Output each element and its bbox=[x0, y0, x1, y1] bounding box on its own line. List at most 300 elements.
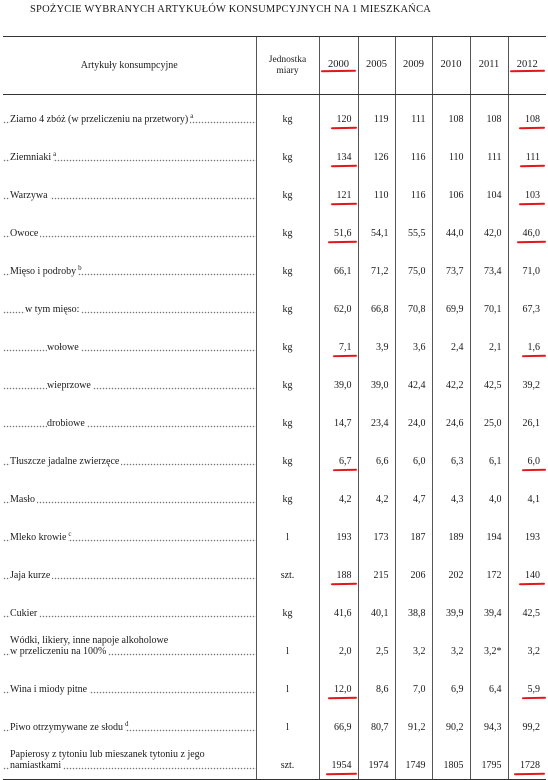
value-text: 1795 bbox=[481, 760, 502, 771]
row-value-2010 bbox=[432, 247, 470, 285]
value-text: 193 bbox=[525, 532, 540, 543]
row-value-2011 bbox=[470, 399, 508, 437]
row-value-2010 bbox=[432, 399, 470, 437]
value-text: 4,3 bbox=[451, 494, 464, 505]
row-value-2000 bbox=[319, 399, 358, 437]
year-label: 2000 bbox=[325, 59, 352, 72]
table-row bbox=[3, 741, 546, 780]
row-value-2000 bbox=[319, 627, 358, 665]
value-text: 104 bbox=[486, 190, 502, 201]
row-value-2009 bbox=[395, 703, 432, 741]
table-row bbox=[3, 551, 546, 589]
row-value-2012 bbox=[508, 513, 546, 551]
consumption-table bbox=[3, 36, 546, 780]
value-text: 73,4 bbox=[484, 266, 502, 277]
table-row bbox=[3, 665, 546, 703]
row-value-2011 bbox=[470, 665, 508, 703]
row-unit: kg bbox=[256, 437, 319, 475]
row-label-text: Mleko krowie bbox=[10, 532, 67, 543]
value-text: 3,9 bbox=[376, 342, 389, 353]
value-text: 71,2 bbox=[371, 266, 389, 277]
year-label: 2010 bbox=[440, 59, 462, 70]
row-value-2005 bbox=[358, 285, 395, 323]
row-value-2005 bbox=[358, 133, 395, 171]
column-header-unit bbox=[256, 37, 319, 95]
value-text: 42,4 bbox=[408, 380, 426, 391]
table-row bbox=[3, 323, 546, 361]
row-value-2009 bbox=[395, 399, 432, 437]
row-label bbox=[3, 703, 256, 741]
row-value-2010 bbox=[432, 703, 470, 741]
value-text: 111 bbox=[525, 152, 540, 163]
row-label-text: wołowe bbox=[47, 342, 79, 353]
value-text: 4,2 bbox=[339, 494, 352, 505]
row-label-text: Wina i miody pitne bbox=[10, 684, 88, 695]
row-value-2009 bbox=[395, 95, 432, 134]
table-row bbox=[3, 627, 546, 665]
column-header-year-2009 bbox=[395, 37, 432, 95]
row-label-text: Jaja kurze bbox=[10, 570, 51, 581]
row-value-2011 bbox=[470, 95, 508, 134]
row-unit: l bbox=[256, 513, 319, 551]
row-value-2000 bbox=[319, 551, 358, 589]
value-text: 6,1 bbox=[489, 456, 502, 467]
row-value-2011 bbox=[470, 133, 508, 171]
value-text: 39,0 bbox=[334, 380, 352, 391]
row-value-2011 bbox=[470, 475, 508, 513]
table-row bbox=[3, 437, 546, 475]
value-text: 6,4 bbox=[489, 684, 502, 695]
footnote-marker: d bbox=[125, 719, 129, 728]
row-value-2012 bbox=[508, 95, 546, 134]
value-text: 3,6 bbox=[413, 342, 426, 353]
value-text: 188 bbox=[336, 570, 352, 581]
footnote-marker: c bbox=[68, 529, 72, 538]
value-text: 94,3 bbox=[484, 722, 502, 733]
value-text: 51,6 bbox=[334, 228, 352, 239]
value-text: 24,0 bbox=[408, 418, 426, 429]
value-text: 62,0 bbox=[334, 304, 352, 315]
column-header-article: Artykuły konsumpcyjne bbox=[3, 37, 256, 95]
value-text: 1805 bbox=[443, 760, 464, 771]
value-text: 4,1 bbox=[527, 494, 540, 505]
value-text: 70,8 bbox=[408, 304, 426, 315]
row-value-2005 bbox=[358, 247, 395, 285]
row-value-2000 bbox=[319, 361, 358, 399]
row-value-2009 bbox=[395, 209, 432, 247]
row-label-line1: Papierosy z tytoniu lub mieszanek tytoniu z jego bbox=[10, 749, 205, 760]
table-row bbox=[3, 703, 546, 741]
row-label-text: Ziarno 4 zbóż (w przeliczeniu na przetwory) bbox=[10, 114, 189, 125]
row-value-2009 bbox=[395, 171, 432, 209]
row-label bbox=[3, 171, 256, 209]
value-text: 106 bbox=[448, 190, 464, 201]
footnote-marker: a bbox=[190, 111, 194, 120]
value-text: 116 bbox=[410, 152, 426, 163]
row-label-text: Masło bbox=[10, 494, 35, 505]
row-label bbox=[3, 513, 256, 551]
value-text: 119 bbox=[373, 114, 389, 125]
row-value-2009 bbox=[395, 475, 432, 513]
row-value-2009 bbox=[395, 285, 432, 323]
row-value-2012 bbox=[508, 285, 546, 323]
row-label-text: Cukier bbox=[10, 608, 38, 619]
value-text: 26,1 bbox=[522, 418, 540, 429]
value-text: 38,8 bbox=[408, 608, 426, 619]
row-unit: kg bbox=[256, 399, 319, 437]
row-value-2012 bbox=[508, 247, 546, 285]
row-value-2000 bbox=[319, 589, 358, 627]
footnote-marker: a bbox=[53, 149, 57, 158]
value-text: 39,2 bbox=[522, 380, 540, 391]
row-value-2010 bbox=[432, 285, 470, 323]
value-text: 90,2 bbox=[446, 722, 464, 733]
table-row bbox=[3, 247, 546, 285]
unit-header-line1: Jednostka bbox=[268, 54, 307, 65]
value-text: 42,0 bbox=[484, 228, 502, 239]
value-text: 120 bbox=[336, 114, 352, 125]
row-value-2009 bbox=[395, 665, 432, 703]
row-value-2000 bbox=[319, 133, 358, 171]
value-text: 1,6 bbox=[527, 342, 540, 353]
row-value-2011 bbox=[470, 361, 508, 399]
value-text: 1974 bbox=[368, 760, 389, 771]
row-label bbox=[3, 247, 256, 285]
row-label bbox=[3, 133, 256, 171]
value-text: 3,2 bbox=[451, 646, 464, 657]
row-value-2010 bbox=[432, 437, 470, 475]
value-text: 2,0 bbox=[339, 646, 352, 657]
value-text: 46,0 bbox=[522, 228, 540, 239]
table-row bbox=[3, 513, 546, 551]
value-text: 134 bbox=[336, 152, 352, 163]
row-value-2009 bbox=[395, 133, 432, 171]
value-text: 14,7 bbox=[334, 418, 352, 429]
row-label bbox=[3, 589, 256, 627]
row-value-2011 bbox=[470, 741, 508, 780]
row-value-2000 bbox=[319, 171, 358, 209]
row-label bbox=[3, 285, 256, 323]
row-value-2005 bbox=[358, 361, 395, 399]
row-label-line2: w przeliczeniu na 100% bbox=[10, 646, 107, 657]
value-text: 2,5 bbox=[376, 646, 389, 657]
row-label bbox=[3, 323, 256, 361]
row-label bbox=[3, 437, 256, 475]
table-row bbox=[3, 399, 546, 437]
row-value-2010 bbox=[432, 323, 470, 361]
value-text: 173 bbox=[373, 532, 389, 543]
row-value-2009 bbox=[395, 323, 432, 361]
value-text: 5,9 bbox=[527, 684, 540, 695]
value-text: 66,1 bbox=[334, 266, 352, 277]
value-text: 2,1 bbox=[489, 342, 502, 353]
row-value-2000 bbox=[319, 703, 358, 741]
value-text: 44,0 bbox=[446, 228, 464, 239]
value-text: 206 bbox=[410, 570, 426, 581]
row-value-2000 bbox=[319, 95, 358, 134]
value-text: 215 bbox=[373, 570, 389, 581]
column-header-year-2012 bbox=[508, 37, 546, 95]
row-value-2005 bbox=[358, 171, 395, 209]
row-value-2012 bbox=[508, 475, 546, 513]
row-value-2012 bbox=[508, 665, 546, 703]
row-value-2012 bbox=[508, 551, 546, 589]
value-text: 4,2 bbox=[376, 494, 389, 505]
row-value-2000 bbox=[319, 209, 358, 247]
value-text: 12,0 bbox=[334, 684, 352, 695]
row-value-2011 bbox=[470, 171, 508, 209]
value-text: 187 bbox=[410, 532, 426, 543]
value-text: 6,9 bbox=[451, 684, 464, 695]
row-value-2010 bbox=[432, 133, 470, 171]
value-text: 108 bbox=[448, 114, 464, 125]
row-value-2005 bbox=[358, 589, 395, 627]
value-text: 172 bbox=[486, 570, 502, 581]
row-value-2010 bbox=[432, 627, 470, 665]
row-unit: kg bbox=[256, 209, 319, 247]
row-value-2010 bbox=[432, 665, 470, 703]
value-text: 42,2 bbox=[446, 380, 464, 391]
row-label bbox=[3, 665, 256, 703]
row-label bbox=[3, 361, 256, 399]
value-text: 75,0 bbox=[408, 266, 426, 277]
row-label-line2: namiastkami bbox=[10, 760, 62, 771]
value-text: 3,2* bbox=[484, 646, 502, 657]
row-value-2005 bbox=[358, 551, 395, 589]
row-value-2012 bbox=[508, 323, 546, 361]
value-text: 4,0 bbox=[489, 494, 502, 505]
row-value-2000 bbox=[319, 247, 358, 285]
column-header-year-2011 bbox=[470, 37, 508, 95]
value-text: 80,7 bbox=[371, 722, 389, 733]
value-text: 121 bbox=[336, 190, 352, 201]
value-text: 25,0 bbox=[484, 418, 502, 429]
row-value-2005 bbox=[358, 399, 395, 437]
row-value-2010 bbox=[432, 95, 470, 134]
row-value-2009 bbox=[395, 589, 432, 627]
row-value-2012 bbox=[508, 399, 546, 437]
row-unit: kg bbox=[256, 171, 319, 209]
year-label: 2005 bbox=[366, 59, 387, 70]
row-value-2005 bbox=[358, 703, 395, 741]
value-text: 42,5 bbox=[484, 380, 502, 391]
value-text: 24,6 bbox=[446, 418, 464, 429]
row-value-2010 bbox=[432, 171, 470, 209]
value-text: 1728 bbox=[520, 760, 540, 771]
row-value-2010 bbox=[432, 551, 470, 589]
row-value-2010 bbox=[432, 475, 470, 513]
value-text: 54,1 bbox=[371, 228, 389, 239]
value-text: 71,0 bbox=[522, 266, 540, 277]
row-value-2010 bbox=[432, 741, 470, 780]
row-label bbox=[3, 627, 256, 665]
row-value-2000 bbox=[319, 665, 358, 703]
year-label: 2009 bbox=[403, 59, 424, 70]
value-text: 67,3 bbox=[522, 304, 540, 315]
row-value-2005 bbox=[358, 665, 395, 703]
row-label-text: Owoce bbox=[10, 228, 39, 239]
row-unit: szt. bbox=[256, 741, 319, 780]
row-value-2012 bbox=[508, 703, 546, 741]
value-text: 126 bbox=[373, 152, 389, 163]
value-text: 202 bbox=[448, 570, 464, 581]
table-row bbox=[3, 171, 546, 209]
row-value-2011 bbox=[470, 551, 508, 589]
value-text: 55,5 bbox=[408, 228, 426, 239]
value-text: 6,6 bbox=[376, 456, 389, 467]
row-value-2011 bbox=[470, 627, 508, 665]
row-label-text: Mięso i podroby bbox=[10, 266, 77, 277]
value-text: 2,4 bbox=[451, 342, 464, 353]
row-value-2009 bbox=[395, 513, 432, 551]
column-header-year-2010 bbox=[432, 37, 470, 95]
table-row bbox=[3, 361, 546, 399]
page-title: SPOŻYCIE WYBRANYCH ARTYKUŁÓW KONSUMPCYJNYCH NA 1 MIESZKAŃCA bbox=[30, 4, 432, 15]
value-text: 39,9 bbox=[446, 608, 464, 619]
row-label-text: Ziemniaki bbox=[10, 152, 52, 163]
row-value-2005 bbox=[358, 513, 395, 551]
row-value-2010 bbox=[432, 589, 470, 627]
year-label: 2011 bbox=[478, 59, 500, 70]
row-label bbox=[3, 741, 256, 780]
row-unit: kg bbox=[256, 95, 319, 134]
value-text: 110 bbox=[373, 190, 389, 201]
row-value-2011 bbox=[470, 209, 508, 247]
value-text: 42,5 bbox=[522, 608, 540, 619]
value-text: 6,7 bbox=[339, 456, 352, 467]
row-value-2009 bbox=[395, 741, 432, 780]
row-value-2011 bbox=[470, 589, 508, 627]
value-text: 116 bbox=[410, 190, 426, 201]
row-label-text: wieprzowe bbox=[47, 380, 91, 391]
value-text: 99,2 bbox=[522, 722, 540, 733]
value-text: 7,0 bbox=[413, 684, 426, 695]
value-text: 6,3 bbox=[451, 456, 464, 467]
row-unit: kg bbox=[256, 285, 319, 323]
value-text: 140 bbox=[525, 570, 540, 581]
row-value-2005 bbox=[358, 323, 395, 361]
row-value-2011 bbox=[470, 247, 508, 285]
row-unit: l bbox=[256, 627, 319, 665]
row-value-2012 bbox=[508, 209, 546, 247]
row-value-2009 bbox=[395, 437, 432, 475]
value-text: 108 bbox=[525, 114, 540, 125]
row-label-text: w tym mięso: bbox=[25, 304, 80, 315]
row-label-text: Piwo otrzymywane ze słodu bbox=[10, 722, 124, 733]
row-unit: kg bbox=[256, 361, 319, 399]
value-text: 41,6 bbox=[334, 608, 352, 619]
row-value-2009 bbox=[395, 551, 432, 589]
value-text: 6,0 bbox=[413, 456, 426, 467]
value-text: 3,2 bbox=[527, 646, 540, 657]
row-value-2010 bbox=[432, 209, 470, 247]
table-row bbox=[3, 133, 546, 171]
row-unit: kg bbox=[256, 589, 319, 627]
row-value-2010 bbox=[432, 513, 470, 551]
row-value-2011 bbox=[470, 323, 508, 361]
row-label bbox=[3, 475, 256, 513]
row-value-2012 bbox=[508, 437, 546, 475]
row-label bbox=[3, 209, 256, 247]
table-row bbox=[3, 589, 546, 627]
row-label-text: Tłuszcze jadalne zwierzęce bbox=[10, 456, 120, 467]
row-value-2000 bbox=[319, 323, 358, 361]
value-text: 194 bbox=[486, 532, 502, 543]
value-text: 1749 bbox=[405, 760, 426, 771]
table-row bbox=[3, 95, 546, 134]
table-row bbox=[3, 209, 546, 247]
header-row bbox=[3, 37, 546, 95]
value-text: 193 bbox=[336, 532, 352, 543]
footnote-marker: b bbox=[78, 263, 82, 272]
row-unit: szt. bbox=[256, 551, 319, 589]
row-unit: kg bbox=[256, 247, 319, 285]
row-value-2005 bbox=[358, 475, 395, 513]
value-text: 103 bbox=[525, 190, 540, 201]
row-label-text: drobiowe bbox=[47, 418, 85, 429]
row-value-2012 bbox=[508, 171, 546, 209]
row-value-2005 bbox=[358, 741, 395, 780]
value-text: 111 bbox=[411, 114, 426, 125]
row-label-text: Warzywa bbox=[10, 190, 48, 201]
row-value-2005 bbox=[358, 627, 395, 665]
value-text: 3,2 bbox=[413, 646, 426, 657]
row-value-2000 bbox=[319, 285, 358, 323]
value-text: 8,6 bbox=[376, 684, 389, 695]
row-value-2012 bbox=[508, 627, 546, 665]
row-value-2010 bbox=[432, 361, 470, 399]
row-value-2000 bbox=[319, 513, 358, 551]
row-unit: l bbox=[256, 665, 319, 703]
value-text: 4,7 bbox=[413, 494, 426, 505]
row-unit: kg bbox=[256, 475, 319, 513]
row-unit: l bbox=[256, 703, 319, 741]
row-value-2005 bbox=[358, 437, 395, 475]
table-row bbox=[3, 285, 546, 323]
row-value-2009 bbox=[395, 247, 432, 285]
row-label bbox=[3, 95, 256, 134]
value-text: 1954 bbox=[331, 760, 352, 771]
row-value-2012 bbox=[508, 361, 546, 399]
row-value-2000 bbox=[319, 475, 358, 513]
value-text: 23,4 bbox=[371, 418, 389, 429]
value-text: 40,1 bbox=[371, 608, 389, 619]
row-value-2012 bbox=[508, 133, 546, 171]
row-label bbox=[3, 551, 256, 589]
value-text: 111 bbox=[487, 152, 502, 163]
value-text: 189 bbox=[448, 532, 464, 543]
value-text: 91,2 bbox=[408, 722, 426, 733]
table-body bbox=[3, 95, 546, 780]
row-value-2009 bbox=[395, 361, 432, 399]
row-unit: kg bbox=[256, 133, 319, 171]
value-text: 39,4 bbox=[484, 608, 502, 619]
row-label-line1: Wódki, likiery, inne napoje alkoholowe bbox=[10, 635, 169, 646]
row-value-2011 bbox=[470, 285, 508, 323]
row-value-2012 bbox=[508, 741, 546, 780]
column-header-year-2000 bbox=[319, 37, 358, 95]
row-value-2011 bbox=[470, 513, 508, 551]
row-label bbox=[3, 399, 256, 437]
row-value-2011 bbox=[470, 437, 508, 475]
value-text: 69,9 bbox=[446, 304, 464, 315]
unit-header-line2: miary bbox=[276, 65, 299, 76]
value-text: 108 bbox=[486, 114, 502, 125]
value-text: 66,8 bbox=[371, 304, 389, 315]
value-text: 110 bbox=[448, 152, 464, 163]
column-header-year-2005 bbox=[358, 37, 395, 95]
row-unit: kg bbox=[256, 323, 319, 361]
